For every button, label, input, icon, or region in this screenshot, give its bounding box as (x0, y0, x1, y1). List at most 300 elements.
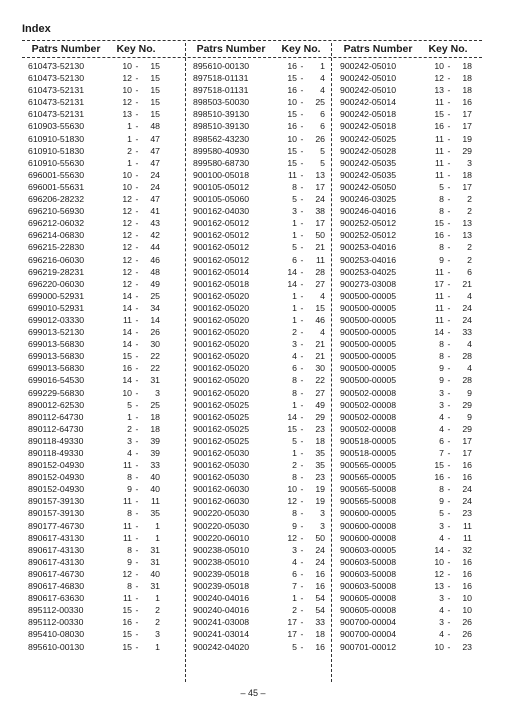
key-no (275, 362, 327, 374)
part-number: 900241-03008 (193, 617, 250, 628)
key-no (110, 362, 162, 374)
key-figure: 4 (439, 411, 444, 422)
key-item: 16 (462, 460, 472, 471)
index-row (334, 157, 474, 169)
index-row (22, 72, 162, 84)
part-number: 900603-50008 (340, 568, 397, 579)
key-figure: 4 (439, 629, 444, 640)
key-item: 41 (150, 206, 160, 217)
key-separator: - (447, 423, 451, 434)
index-row (22, 145, 162, 157)
key-separator: - (447, 484, 451, 495)
part-number: 900502-00008 (340, 411, 397, 422)
key-figure: 8 (439, 484, 444, 495)
index-row (187, 435, 327, 447)
key-item: 34 (150, 302, 160, 313)
key-no (422, 72, 474, 84)
index-row (22, 205, 162, 217)
key-figure: 3 (292, 339, 297, 350)
part-number: 900242-05018 (340, 109, 397, 120)
key-item: 24 (150, 181, 160, 192)
key-no (422, 96, 474, 108)
index-row (22, 266, 162, 278)
key-figure: 12 (287, 532, 297, 543)
key-separator: - (135, 472, 139, 483)
part-number: 900242-05010 (340, 85, 397, 96)
key-item: 4 (320, 290, 325, 301)
key-separator: - (300, 472, 304, 483)
key-figure: 8 (292, 508, 297, 519)
key-figure: 8 (439, 242, 444, 253)
key-separator: - (447, 339, 451, 350)
index-row (187, 229, 327, 241)
key-no (422, 217, 474, 229)
key-figure: 11 (434, 266, 444, 277)
key-item: 15 (150, 61, 160, 71)
part-number: 900603-50008 (340, 581, 397, 592)
key-separator: - (300, 206, 304, 217)
key-figure: 14 (287, 411, 297, 422)
key-separator: - (300, 339, 304, 350)
key-no (110, 205, 162, 217)
index-row (187, 205, 327, 217)
key-figure: 15 (287, 73, 297, 84)
key-separator: - (135, 327, 139, 338)
key-no (110, 374, 162, 386)
key-no (110, 108, 162, 120)
index-row (334, 423, 474, 435)
key-figure: 1 (292, 290, 297, 301)
key-item: 24 (150, 169, 160, 180)
index-row (187, 604, 327, 616)
key-no (110, 520, 162, 532)
part-number: 696214-06830 (28, 230, 85, 241)
key-no-header: Key No. (116, 43, 156, 55)
key-separator: - (447, 121, 451, 132)
index-row (334, 169, 474, 181)
key-item: 54 (315, 605, 325, 616)
part-number: 699012-03330 (28, 314, 85, 325)
part-number: 900242-05035 (340, 169, 397, 180)
index-row (22, 495, 162, 507)
key-figure: 8 (292, 472, 297, 483)
part-number: 900162-05020 (193, 327, 250, 338)
key-separator: - (300, 169, 304, 180)
column-header (334, 42, 474, 57)
part-number: 895112-00330 (28, 617, 84, 628)
key-item: 18 (462, 85, 472, 96)
key-separator: - (300, 399, 304, 410)
part-number: 900162-05020 (193, 314, 250, 325)
key-no (110, 96, 162, 108)
key-no (422, 459, 474, 471)
key-no (422, 314, 474, 326)
part-number: 696206-28232 (28, 194, 85, 205)
key-item: 22 (315, 375, 325, 386)
index-row (334, 326, 474, 338)
key-no (275, 193, 327, 205)
key-no (275, 471, 327, 483)
key-no (275, 241, 327, 253)
part-number: 900603-00005 (340, 544, 397, 555)
part-number-header: Patrs Number (343, 43, 413, 55)
key-item: 4 (320, 327, 325, 338)
key-no (110, 72, 162, 84)
part-number: 890118-49330 (28, 435, 84, 446)
key-separator: - (300, 617, 304, 628)
part-number: 900162-05030 (193, 460, 250, 471)
index-row (334, 399, 474, 411)
key-no (422, 266, 474, 278)
key-no (110, 544, 162, 556)
key-item: 25 (150, 290, 160, 301)
index-row (187, 556, 327, 568)
key-no (275, 544, 327, 556)
key-item: 35 (315, 460, 325, 471)
key-figure: 7 (292, 581, 297, 592)
key-separator: - (135, 218, 139, 229)
index-row (334, 266, 474, 278)
key-no (110, 290, 162, 302)
part-number: 900240-04016 (193, 593, 250, 604)
key-figure: 14 (122, 290, 132, 301)
key-separator: - (135, 181, 139, 192)
key-no (275, 435, 327, 447)
key-separator: - (300, 133, 304, 144)
key-separator: - (447, 581, 451, 592)
key-figure: 13 (434, 85, 444, 96)
index-row (334, 628, 474, 640)
key-no (422, 290, 474, 302)
key-separator: - (300, 508, 304, 519)
key-figure: 15 (434, 109, 444, 120)
part-number: 890118-49330 (28, 448, 84, 458)
key-figure: 3 (439, 617, 444, 628)
key-no (110, 338, 162, 350)
part-number: 900253-04025 (340, 266, 397, 277)
key-item: 24 (315, 556, 325, 567)
key-no (110, 411, 162, 423)
part-number: 610473-52131 (28, 97, 85, 108)
key-item: 15 (150, 109, 160, 120)
key-separator: - (300, 97, 304, 108)
index-row (334, 459, 474, 471)
key-item: 28 (462, 375, 472, 386)
key-figure: 15 (434, 218, 444, 229)
index-row (334, 483, 474, 495)
key-no (422, 399, 474, 411)
key-no (422, 193, 474, 205)
index-row (334, 96, 474, 108)
key-separator: - (447, 387, 451, 398)
key-figure: 5 (439, 181, 444, 192)
key-item: 1 (155, 520, 160, 531)
key-item: 46 (315, 314, 325, 325)
key-figure: 11 (434, 133, 444, 144)
key-separator: - (135, 460, 139, 471)
key-figure: 1 (292, 218, 297, 229)
index-row (22, 628, 162, 640)
index-row (22, 471, 162, 483)
part-number-header: Patrs Number (31, 43, 101, 55)
key-item: 23 (315, 472, 325, 483)
part-number: 898562-43230 (193, 133, 250, 144)
part-number: 900242-05010 (340, 73, 397, 84)
key-no (422, 580, 474, 592)
key-no (110, 399, 162, 411)
key-figure: 1 (127, 121, 132, 132)
index-column-3 (334, 42, 474, 652)
index-row (22, 241, 162, 253)
key-separator: - (135, 629, 139, 640)
key-no (110, 157, 162, 169)
key-separator: - (300, 181, 304, 192)
key-separator: - (135, 520, 139, 531)
part-number: 699000-52931 (28, 290, 85, 301)
index-row (22, 278, 162, 290)
part-number: 900600-00008 (340, 532, 397, 543)
key-figure: 1 (292, 399, 297, 410)
index-row (334, 495, 474, 507)
key-separator: - (300, 605, 304, 616)
key-no (422, 278, 474, 290)
part-number: 900252-05012 (340, 230, 397, 241)
key-no (110, 556, 162, 568)
key-no (275, 290, 327, 302)
key-no (110, 314, 162, 326)
index-row (334, 350, 474, 362)
index-row (334, 435, 474, 447)
key-figure: 16 (434, 230, 444, 241)
key-no (110, 495, 162, 507)
index-row (22, 96, 162, 108)
index-row (187, 374, 327, 386)
part-number: 890177-46730 (28, 520, 85, 531)
part-number: 890617-46830 (28, 581, 85, 592)
key-separator: - (135, 617, 139, 628)
key-item: 17 (315, 218, 325, 229)
part-number: 900500-00005 (340, 351, 397, 362)
key-figure: 12 (122, 194, 132, 205)
key-no (110, 169, 162, 181)
key-separator: - (300, 375, 304, 386)
key-figure: 1 (292, 314, 297, 325)
key-separator: - (300, 411, 304, 422)
key-separator: - (135, 605, 139, 616)
key-item: 18 (462, 61, 472, 71)
key-item: 1 (155, 593, 160, 604)
key-no (422, 241, 474, 253)
key-figure: 3 (439, 387, 444, 398)
key-separator: - (135, 314, 139, 325)
key-item: 24 (462, 302, 472, 313)
key-separator: - (300, 484, 304, 495)
part-number: 900162-05020 (193, 339, 250, 350)
key-no (110, 229, 162, 241)
key-item: 25 (315, 97, 325, 108)
index-row (187, 290, 327, 302)
key-no (422, 60, 474, 72)
index-row (334, 616, 474, 628)
key-figure: 10 (287, 133, 297, 144)
index-row (334, 217, 474, 229)
column-divider (185, 43, 186, 682)
key-item: 30 (150, 339, 160, 350)
key-figure: 11 (122, 520, 132, 531)
part-number: 890617-43130 (28, 532, 85, 543)
index-row (187, 411, 327, 423)
key-figure: 1 (292, 302, 297, 313)
key-item: 18 (315, 629, 325, 640)
key-item: 47 (150, 133, 160, 144)
key-separator: - (447, 460, 451, 471)
key-item: 33 (462, 327, 472, 338)
key-item: 30 (315, 363, 325, 374)
key-figure: 17 (287, 617, 297, 628)
index-row (334, 568, 474, 580)
part-number: 900252-05012 (340, 218, 397, 229)
part-number: 900565-50008 (340, 496, 397, 507)
index-row (334, 338, 474, 350)
part-number: 900105-05060 (193, 194, 250, 205)
part-number: 899580-40930 (193, 145, 250, 156)
index-row (334, 362, 474, 374)
key-figure: 10 (287, 97, 297, 108)
key-separator: - (135, 339, 139, 350)
key-separator: - (135, 351, 139, 362)
key-separator: - (135, 484, 139, 495)
key-no (110, 254, 162, 266)
key-figure: 16 (122, 363, 132, 374)
index-row (22, 556, 162, 568)
key-item: 11 (150, 496, 160, 507)
part-number: 900162-05012 (193, 254, 250, 265)
key-figure: 12 (434, 73, 444, 84)
key-separator: - (300, 290, 304, 301)
key-no (110, 387, 162, 399)
key-figure: 11 (122, 532, 132, 543)
index-row (334, 520, 474, 532)
key-no (422, 568, 474, 580)
key-no (275, 399, 327, 411)
index-row (187, 399, 327, 411)
key-no (275, 580, 327, 592)
key-no (275, 181, 327, 193)
index-row (22, 532, 162, 544)
index-row (334, 314, 474, 326)
part-number: 900700-00004 (340, 617, 397, 628)
key-item: 3 (155, 387, 160, 398)
key-figure: 16 (287, 61, 297, 71)
key-no (110, 241, 162, 253)
key-item: 43 (150, 218, 160, 229)
index-row (22, 193, 162, 205)
part-number: 900162-06030 (193, 496, 250, 507)
key-separator: - (447, 290, 451, 301)
column-divider (331, 43, 332, 682)
index-row (187, 641, 327, 653)
part-number: 900253-04016 (340, 254, 397, 265)
key-no (110, 350, 162, 362)
key-separator: - (300, 520, 304, 531)
index-row (334, 229, 474, 241)
key-no (275, 556, 327, 568)
index-row (22, 181, 162, 193)
index-row (22, 423, 162, 435)
key-figure: 1 (127, 411, 132, 422)
key-item: 1 (155, 532, 160, 543)
key-no (422, 592, 474, 604)
key-figure: 6 (439, 435, 444, 446)
part-number: 890617-43130 (28, 556, 85, 567)
index-row (22, 350, 162, 362)
index-row (334, 471, 474, 483)
key-figure: 4 (292, 556, 297, 567)
index-row (22, 641, 162, 653)
part-number: 900253-04016 (340, 242, 397, 253)
key-separator: - (447, 97, 451, 108)
part-number: 699229-56830 (28, 387, 85, 398)
key-figure: 1 (127, 157, 132, 168)
part-number: 900162-05030 (193, 448, 250, 458)
key-no (275, 229, 327, 241)
key-separator: - (300, 496, 304, 507)
key-no (275, 338, 327, 350)
key-no (110, 471, 162, 483)
index-row (22, 399, 162, 411)
key-item: 32 (462, 544, 472, 555)
key-figure: 12 (434, 568, 444, 579)
key-item: 26 (315, 133, 325, 144)
part-number: 895112-00330 (28, 605, 84, 616)
key-figure: 12 (287, 496, 297, 507)
index-row (334, 580, 474, 592)
part-number: 900162-05030 (193, 472, 250, 483)
index-row (22, 290, 162, 302)
key-item: 28 (315, 266, 325, 277)
part-number: 898510-39130 (193, 121, 250, 132)
part-number: 890617-43130 (28, 544, 85, 555)
index-row (187, 241, 327, 253)
index-row (187, 447, 327, 459)
key-no (275, 133, 327, 145)
key-separator: - (135, 544, 139, 555)
key-no (422, 157, 474, 169)
index-row (334, 374, 474, 386)
index-rows (334, 60, 474, 653)
key-separator: - (135, 206, 139, 217)
index-row (22, 229, 162, 241)
part-number: 900242-05010 (340, 61, 397, 71)
index-row (187, 483, 327, 495)
key-item: 24 (315, 544, 325, 555)
key-item: 15 (150, 85, 160, 96)
index-row (22, 326, 162, 338)
key-item: 5 (320, 145, 325, 156)
key-figure: 12 (122, 230, 132, 241)
key-item: 24 (462, 496, 472, 507)
part-number: 699013-56830 (28, 363, 85, 374)
key-no (275, 217, 327, 229)
part-number: 890157-39130 (28, 496, 85, 507)
key-separator: - (135, 423, 139, 434)
key-item: 33 (315, 617, 325, 628)
key-no (275, 592, 327, 604)
key-item: 9 (467, 411, 472, 422)
index-row (334, 133, 474, 145)
part-number-header: Patrs Number (196, 43, 266, 55)
key-item: 2 (467, 254, 472, 265)
